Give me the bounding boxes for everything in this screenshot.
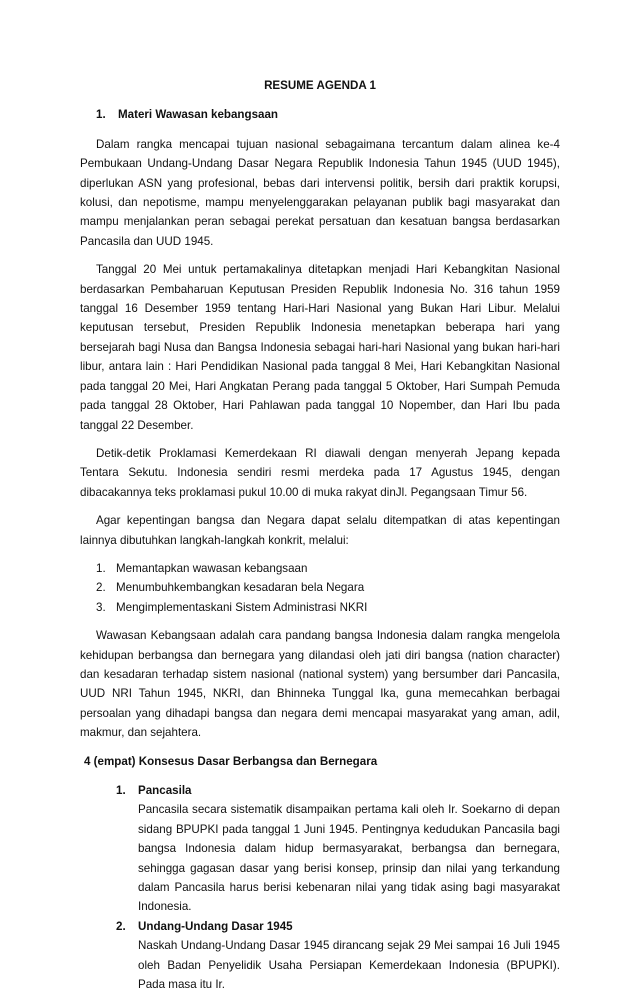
paragraph-hari-nasional: Tanggal 20 Mei untuk pertamakalinya ditetapkan menjadi Hari Kebangkitan Nasional berdasarkan Pembaharuan Keputusan Presiden Republik Indonesia No. 316 tahun 1959 tanggal 16 Desember 1959 tentang Hari-Hari Nasional yang Bukan Hari Libur. Melalui keputusan tersebut, Presiden Republik Indonesia menetapkan beberapa hari yang bersejarah bagi Nusa dan Bangsa Indonesia sebagai hari-hari Nasional yang bukan hari-hari libur, antara lain : Hari Pendidikan Nasional pada tanggal 8 Mei, Hari Kebangkitan Nasional pada tanggal 20 Mei, Hari Angkatan Perang pada tanggal 5 Oktober, Hari Sumpah Pemuda pada tanggal 28 Oktober, Hari Pahlawan pada tanggal 10 Nopember, dan Hari Ibu pada tanggal 22 Desember.: [80, 263, 560, 432]
consensus-item-title: [116, 917, 560, 936]
paragraph-tujuan-nasional: Dalam rangka mencapai tujuan nasional sebagaimana tercantum dalam alinea ke-4 Pembukaan Undang-Undang Dasar Negara Republik Indonesia Tahun 1945 (UUD 1945), diperlukan ASN yang profesional, bebas dari intervensi politik, bersih dari praktik korupsi, kolusi, dan nepotisme, mampu menyelenggarakan pelayanan publik bagi masyarakat dan mampu menjalankan peran sebagai perekat persatuan dan kesatuan bangsa berdasarkan Pancasila dan UUD 1945.: [80, 137, 560, 248]
list-item: [96, 559, 560, 578]
consensus-item-title: [116, 781, 560, 800]
consensus-heading: 4 (empat) Konsesus Dasar Berbangsa dan Bernegara: [84, 754, 378, 768]
consensus-item-body: Pancasila secara sistematik disampaikan pertama kali oleh Ir. Soekarno di depan sidang BPUPKI pada tanggal 1 Juni 1945. Pentingnya kedudukan Pancasila bagi bangsa Indonesia dalam hidup bermasyarakat, berbangsa dan bernegara, sehingga gagasan dasar yang berisi konsep, prinsip dan nilai yang terkandung dalam Pancasila harus berisi kebenaran nilai yang tidak asing bagi masyarakat Indonesia.: [138, 803, 560, 914]
consensus-item-body: Naskah Undang-Undang Dasar 1945 dirancang sejak 29 Mei sampai 16 Juli 1945 oleh Badan Penyelidik Usaha Persiapan Kemerdekaan Indonesia (BPUPKI). Pada masa itu Ir.: [138, 939, 560, 992]
steps-list: [80, 559, 560, 617]
consensus-item-title-text: Undang-Undang Dasar 1945: [138, 919, 293, 933]
consensus-item-number: 1.: [116, 784, 126, 797]
consensus-item-pancasila: [116, 781, 560, 917]
paragraph-wawasan-definisi: Wawasan Kebangsaan adalah cara pandang bangsa Indonesia dalam rangka mengelola kehidupan berbangsa dan bernegara yang dilandasi oleh jati diri bangsa (nation character) dan kesadaran terhadap sistem nasional (national system) yang bersumber dari Pancasila, UUD NRI Tahun 1945, NKRI, dan Bhinneka Tunggal Ika, guna memecahkan berbagai persoalan yang dihadapi bangsa dan negara demi mencapai masyarakat yang aman, adil, makmur, dan sejahtera.: [80, 629, 560, 740]
paragraph-proklamasi: Detik-detik Proklamasi Kemerdekaan RI diawali dengan menyerah Jepang kepada Tentara Sekutu. Indonesia sendiri resmi merdeka pada 17 Agustus 1945, dengan dibacakannya teks proklamasi pukul 10.00 di muka rakyat dinJl. Pegangsaan Timur 56.: [80, 446, 560, 499]
paragraph-langkah-konkrit: Agar kepentingan bangsa dan Negara dapat selalu ditempatkan di atas kepentingan lainnya dibutuhkan langkah-langkah konkrit, melalui:: [80, 514, 560, 547]
list-item-text: Memantapkan wawasan kebangsaan: [116, 561, 308, 575]
section-number: 1.: [96, 108, 106, 122]
list-item-number: 3.: [96, 600, 106, 614]
section-heading-wawasan: [96, 105, 560, 124]
list-item-number: 1.: [96, 561, 106, 575]
consensus-item-uud-1945: [116, 917, 560, 994]
consensus-item-title-text: Pancasila: [138, 784, 192, 797]
list-item-text: Mengimplementaskani Sistem Administrasi NKRI: [116, 600, 368, 614]
list-item-text: Menumbuhkembangkan kesadaran bela Negara: [116, 581, 365, 595]
list-item: [96, 578, 560, 597]
consensus-item-number: 2.: [116, 919, 126, 933]
document-title: RESUME AGENDA 1: [264, 79, 376, 92]
list-item-number: 2.: [96, 581, 106, 595]
section-heading-text: Materi Wawasan kebangsaan: [118, 108, 279, 122]
list-item: [96, 598, 560, 617]
